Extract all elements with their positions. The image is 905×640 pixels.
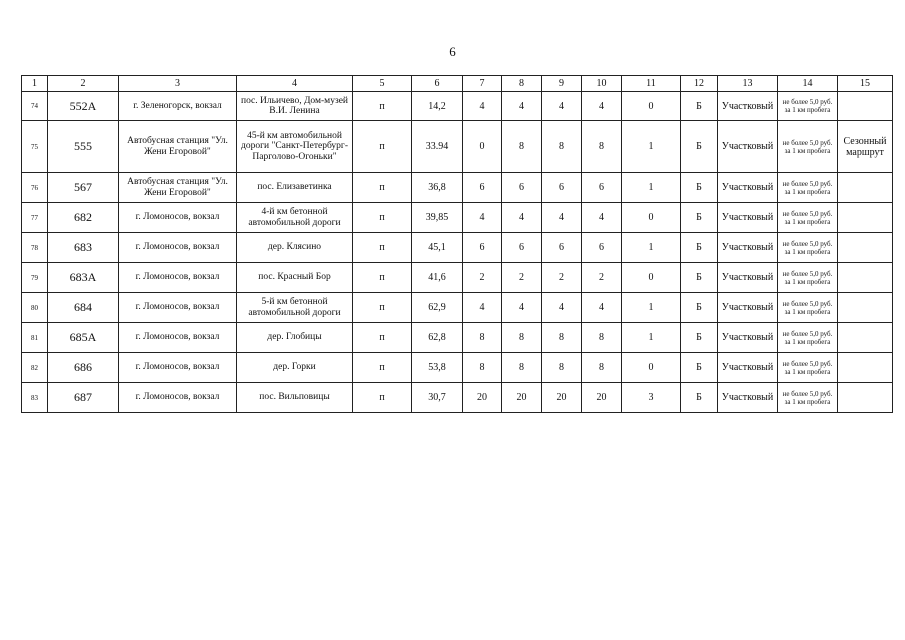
- note: [838, 293, 893, 323]
- col-header: 1: [22, 76, 48, 92]
- reserve-count: 0: [622, 263, 681, 293]
- vehicles-a: 20: [463, 383, 502, 413]
- vehicles-d: 8: [582, 121, 622, 173]
- tariff: не более 5,0 руб. за 1 км пробега: [778, 323, 838, 353]
- route-number: 682: [48, 203, 119, 233]
- col-header: 15: [838, 76, 893, 92]
- note: [838, 263, 893, 293]
- start-point: г. Ломоносов, вокзал: [119, 293, 237, 323]
- note: [838, 203, 893, 233]
- vehicle-class: Б: [681, 323, 718, 353]
- vehicles-d: 20: [582, 383, 622, 413]
- col-header: 6: [412, 76, 463, 92]
- vehicles-d: 2: [582, 263, 622, 293]
- vehicles-c: 6: [542, 233, 582, 263]
- reserve-count: 0: [622, 353, 681, 383]
- vehicle-class: Б: [681, 121, 718, 173]
- tariff: не более 5,0 руб. за 1 км пробега: [778, 203, 838, 233]
- end-point: 5-й км бетонной автомобильной дороги: [237, 293, 353, 323]
- route-type: п: [353, 173, 412, 203]
- table-row: [22, 323, 893, 353]
- vehicles-b: 4: [502, 293, 542, 323]
- table-row: [22, 263, 893, 293]
- table-row: [22, 92, 893, 121]
- col-header: 7: [463, 76, 502, 92]
- route-length: 33.94: [412, 121, 463, 173]
- route-length: 14,2: [412, 92, 463, 121]
- route-length: 45,1: [412, 233, 463, 263]
- vehicles-b: 8: [502, 323, 542, 353]
- note: Сезонный маршрут: [838, 121, 893, 173]
- route-number: 685А: [48, 323, 119, 353]
- vehicles-c: 4: [542, 293, 582, 323]
- route-type: п: [353, 92, 412, 121]
- vehicles-c: 2: [542, 263, 582, 293]
- route-length: 62,8: [412, 323, 463, 353]
- reserve-count: 0: [622, 203, 681, 233]
- col-header: 4: [237, 76, 353, 92]
- vehicle-class: Б: [681, 92, 718, 121]
- vehicles-a: 8: [463, 353, 502, 383]
- start-point: г. Ломоносов, вокзал: [119, 353, 237, 383]
- end-point: пос. Красный Бор: [237, 263, 353, 293]
- header-row: [22, 76, 893, 92]
- route-category: Участковый: [718, 293, 778, 323]
- table-row: [22, 293, 893, 323]
- col-header: 12: [681, 76, 718, 92]
- vehicle-class: Б: [681, 293, 718, 323]
- vehicles-d: 4: [582, 293, 622, 323]
- col-header: 13: [718, 76, 778, 92]
- route-number: 683А: [48, 263, 119, 293]
- route-number: 567: [48, 173, 119, 203]
- end-point: пос. Елизаветинка: [237, 173, 353, 203]
- note: [838, 92, 893, 121]
- vehicles-c: 8: [542, 323, 582, 353]
- vehicles-b: 8: [502, 121, 542, 173]
- route-length: 62,9: [412, 293, 463, 323]
- route-length: 39,85: [412, 203, 463, 233]
- vehicle-class: Б: [681, 353, 718, 383]
- route-number: 552А: [48, 92, 119, 121]
- vehicles-c: 8: [542, 121, 582, 173]
- table-row: [22, 173, 893, 203]
- tariff: не более 5,0 руб. за 1 км пробега: [778, 293, 838, 323]
- vehicles-d: 6: [582, 173, 622, 203]
- tariff: не более 5,0 руб. за 1 км пробега: [778, 92, 838, 121]
- vehicles-a: 4: [463, 293, 502, 323]
- vehicles-b: 6: [502, 233, 542, 263]
- route-type: п: [353, 263, 412, 293]
- tariff: не более 5,0 руб. за 1 км пробега: [778, 353, 838, 383]
- vehicles-d: 8: [582, 323, 622, 353]
- reserve-count: 1: [622, 233, 681, 263]
- vehicles-d: 6: [582, 233, 622, 263]
- route-type: п: [353, 383, 412, 413]
- vehicles-b: 20: [502, 383, 542, 413]
- end-point: 45-й км автомобильной дороги "Санкт-Петербург-Парголово-Огоньки": [237, 121, 353, 173]
- vehicles-b: 4: [502, 203, 542, 233]
- end-point: дер. Горки: [237, 353, 353, 383]
- start-point: г. Ломоносов, вокзал: [119, 233, 237, 263]
- route-type: п: [353, 203, 412, 233]
- vehicles-a: 6: [463, 233, 502, 263]
- vehicle-class: Б: [681, 233, 718, 263]
- table-row: [22, 203, 893, 233]
- col-header: 8: [502, 76, 542, 92]
- route-type: п: [353, 233, 412, 263]
- col-header: 10: [582, 76, 622, 92]
- vehicles-b: 4: [502, 92, 542, 121]
- start-point: Автобусная станция "Ул. Жени Егоровой": [119, 121, 237, 173]
- reserve-count: 1: [622, 293, 681, 323]
- vehicles-c: 20: [542, 383, 582, 413]
- table-row: [22, 121, 893, 173]
- vehicles-d: 8: [582, 353, 622, 383]
- routes-table: [21, 75, 893, 413]
- end-point: пос. Ильичево, Дом-музей В.И. Ленина: [237, 92, 353, 121]
- start-point: г. Ломоносов, вокзал: [119, 383, 237, 413]
- start-point: г. Зеленогорск, вокзал: [119, 92, 237, 121]
- route-number: 686: [48, 353, 119, 383]
- route-category: Участковый: [718, 121, 778, 173]
- tariff: не более 5,0 руб. за 1 км пробега: [778, 121, 838, 173]
- row-number: 77: [22, 203, 48, 233]
- start-point: г. Ломоносов, вокзал: [119, 203, 237, 233]
- route-category: Участковый: [718, 203, 778, 233]
- route-type: п: [353, 293, 412, 323]
- row-number: 79: [22, 263, 48, 293]
- route-number: 687: [48, 383, 119, 413]
- col-header: 14: [778, 76, 838, 92]
- route-category: Участковый: [718, 173, 778, 203]
- reserve-count: 1: [622, 173, 681, 203]
- vehicles-c: 6: [542, 173, 582, 203]
- vehicles-a: 2: [463, 263, 502, 293]
- route-category: Участковый: [718, 323, 778, 353]
- table-row: [22, 353, 893, 383]
- vehicles-c: 4: [542, 92, 582, 121]
- tariff: не более 5,0 руб. за 1 км пробега: [778, 173, 838, 203]
- vehicle-class: Б: [681, 263, 718, 293]
- start-point: г. Ломоносов, вокзал: [119, 323, 237, 353]
- table-row: [22, 233, 893, 263]
- route-length: 41,6: [412, 263, 463, 293]
- route-number: 684: [48, 293, 119, 323]
- note: [838, 233, 893, 263]
- route-category: Участковый: [718, 233, 778, 263]
- route-length: 36,8: [412, 173, 463, 203]
- route-category: Участковый: [718, 383, 778, 413]
- route-type: п: [353, 121, 412, 173]
- col-header: 9: [542, 76, 582, 92]
- route-category: Участковый: [718, 92, 778, 121]
- vehicles-a: 0: [463, 121, 502, 173]
- page-number: 6: [449, 44, 456, 59]
- end-point: 4-й км бетонной автомобильной дороги: [237, 203, 353, 233]
- tariff: не более 5,0 руб. за 1 км пробега: [778, 263, 838, 293]
- vehicles-b: 2: [502, 263, 542, 293]
- route-number: 683: [48, 233, 119, 263]
- vehicles-b: 8: [502, 353, 542, 383]
- row-number: 74: [22, 92, 48, 121]
- reserve-count: 1: [622, 121, 681, 173]
- vehicles-d: 4: [582, 203, 622, 233]
- reserve-count: 3: [622, 383, 681, 413]
- col-header: 2: [48, 76, 119, 92]
- col-header: 5: [353, 76, 412, 92]
- route-length: 30,7: [412, 383, 463, 413]
- tariff: не более 5,0 руб. за 1 км пробега: [778, 233, 838, 263]
- vehicles-c: 4: [542, 203, 582, 233]
- row-number: 81: [22, 323, 48, 353]
- row-number: 82: [22, 353, 48, 383]
- note: [838, 323, 893, 353]
- tariff: не более 5,0 руб. за 1 км пробега: [778, 383, 838, 413]
- route-number: 555: [48, 121, 119, 173]
- end-point: дер. Глобицы: [237, 323, 353, 353]
- vehicles-d: 4: [582, 92, 622, 121]
- note: [838, 353, 893, 383]
- note: [838, 383, 893, 413]
- route-length: 53,8: [412, 353, 463, 383]
- end-point: пос. Вильповицы: [237, 383, 353, 413]
- start-point: Автобусная станция "Ул. Жени Егоровой": [119, 173, 237, 203]
- row-number: 83: [22, 383, 48, 413]
- route-type: п: [353, 353, 412, 383]
- vehicle-class: Б: [681, 383, 718, 413]
- route-category: Участковый: [718, 353, 778, 383]
- end-point: дер. Клясино: [237, 233, 353, 263]
- start-point: г. Ломоносов, вокзал: [119, 263, 237, 293]
- vehicles-a: 8: [463, 323, 502, 353]
- vehicles-c: 8: [542, 353, 582, 383]
- route-category: Участковый: [718, 263, 778, 293]
- col-header: 3: [119, 76, 237, 92]
- vehicles-a: 4: [463, 203, 502, 233]
- reserve-count: 0: [622, 92, 681, 121]
- route-type: п: [353, 323, 412, 353]
- vehicle-class: Б: [681, 203, 718, 233]
- note: [838, 173, 893, 203]
- row-number: 75: [22, 121, 48, 173]
- vehicles-a: 6: [463, 173, 502, 203]
- reserve-count: 1: [622, 323, 681, 353]
- vehicles-a: 4: [463, 92, 502, 121]
- table-row: [22, 383, 893, 413]
- vehicles-b: 6: [502, 173, 542, 203]
- row-number: 80: [22, 293, 48, 323]
- col-header: 11: [622, 76, 681, 92]
- row-number: 78: [22, 233, 48, 263]
- vehicle-class: Б: [681, 173, 718, 203]
- row-number: 76: [22, 173, 48, 203]
